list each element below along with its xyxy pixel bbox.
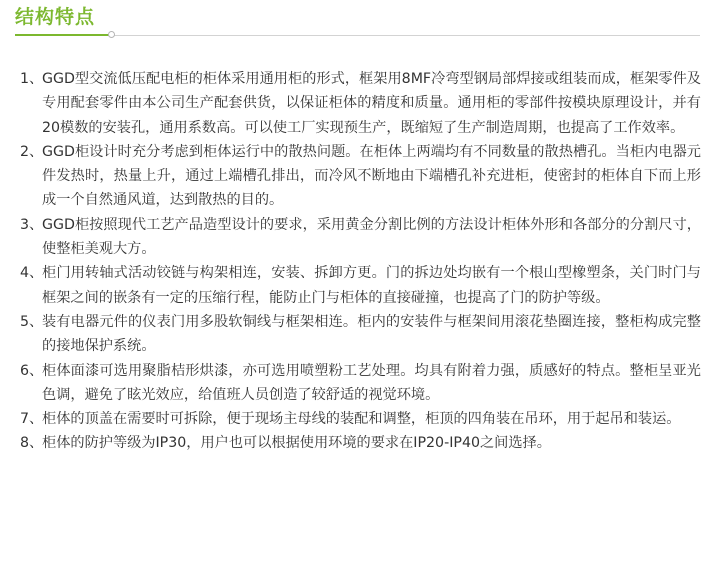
feature-number: 3、 <box>20 216 44 233</box>
section-title: 结构特点 <box>15 6 96 28</box>
feature-list <box>20 67 701 456</box>
feature-text: 柜体面漆可选用聚脂桔形烘漆，亦可选用喷塑粉工艺处理。均具有附着力强，质感好的特点。整柜呈亚光色调，避免了眩光效应，给值班人员创造了较舒适的视觉环境。 <box>42 362 701 403</box>
feature-text: 装有电器元件的仪表门用多股软铜线与框架相连。柜内的安装件与框架间用滚花垫圈连接，整柜构成完整的接地保护系统。 <box>42 313 701 355</box>
feature-number: 6、 <box>20 362 44 379</box>
title-underline-accent <box>15 34 110 36</box>
feature-item-8 <box>20 431 701 455</box>
feature-number: 8、 <box>20 435 44 452</box>
divider-dot-icon <box>108 31 115 38</box>
feature-item-5 <box>20 310 701 359</box>
feature-text: GGD柜按照现代工艺产品造型设计的要求，采用黄金分割比例的方法设计柜体外形和各部分的分割尺寸，使整柜美观大方。 <box>42 216 701 258</box>
feature-number: 7、 <box>20 411 44 428</box>
feature-text: 柜门用转轴式活动铰链与构架相连，安装、拆卸方更。门的拆边处均嵌有一个根山型橡塑条，关门时门与框架之间的嵌条有一定的压缩行程，能防止门与柜体的直接碰撞，也提高了门的防护等级。 <box>42 265 701 306</box>
feature-text: GGD柜设计时充分考虑到柜体运行中的散热问题。在柜体上两端均有不同数量的散热槽孔。当柜内电器元件发热时，热量上升，通过上端槽孔排出，而冷风不断地由下端槽孔补充进柜，使密封的柜体自下而上形成一个自然通风道，达到散热的目的。 <box>42 143 701 209</box>
feature-number: 4、 <box>20 265 44 282</box>
section-header <box>0 0 715 50</box>
title-divider-line <box>113 35 700 36</box>
feature-item-1 <box>20 67 701 140</box>
feature-text: GGD型交流低压配电柜的柜体采用通用柜的形式，框架用8MF冷弯型钢局部焊接或组装而成，框架零件及专用配套零件由本公司生产配套供货，以保证柜体的精度和质量。通用柜的零部件按模块原理设计，并有20模数的安装孔，通用系数高。可以使工厂实现预生产，既缩短了生产制造周期，也提高了工作效率。 <box>42 71 701 136</box>
feature-text: 柜体的顶盖在需要时可拆除，便于现场主母线的装配和调整，柜顶的四角装在吊环，用于起吊和装运。 <box>42 411 681 428</box>
feature-item-3 <box>20 213 701 262</box>
feature-item-2 <box>20 140 701 213</box>
feature-number: 5、 <box>20 313 44 330</box>
feature-item-6 <box>20 359 701 408</box>
feature-number: 1、 <box>20 71 44 87</box>
feature-number: 2、 <box>20 143 44 160</box>
feature-text: 柜体的防护等级为IP30，用户也可以根据使用环境的要求在IP20-IP40之间选择。 <box>42 435 551 452</box>
feature-item-7 <box>20 407 701 431</box>
feature-item-4 <box>20 261 701 310</box>
